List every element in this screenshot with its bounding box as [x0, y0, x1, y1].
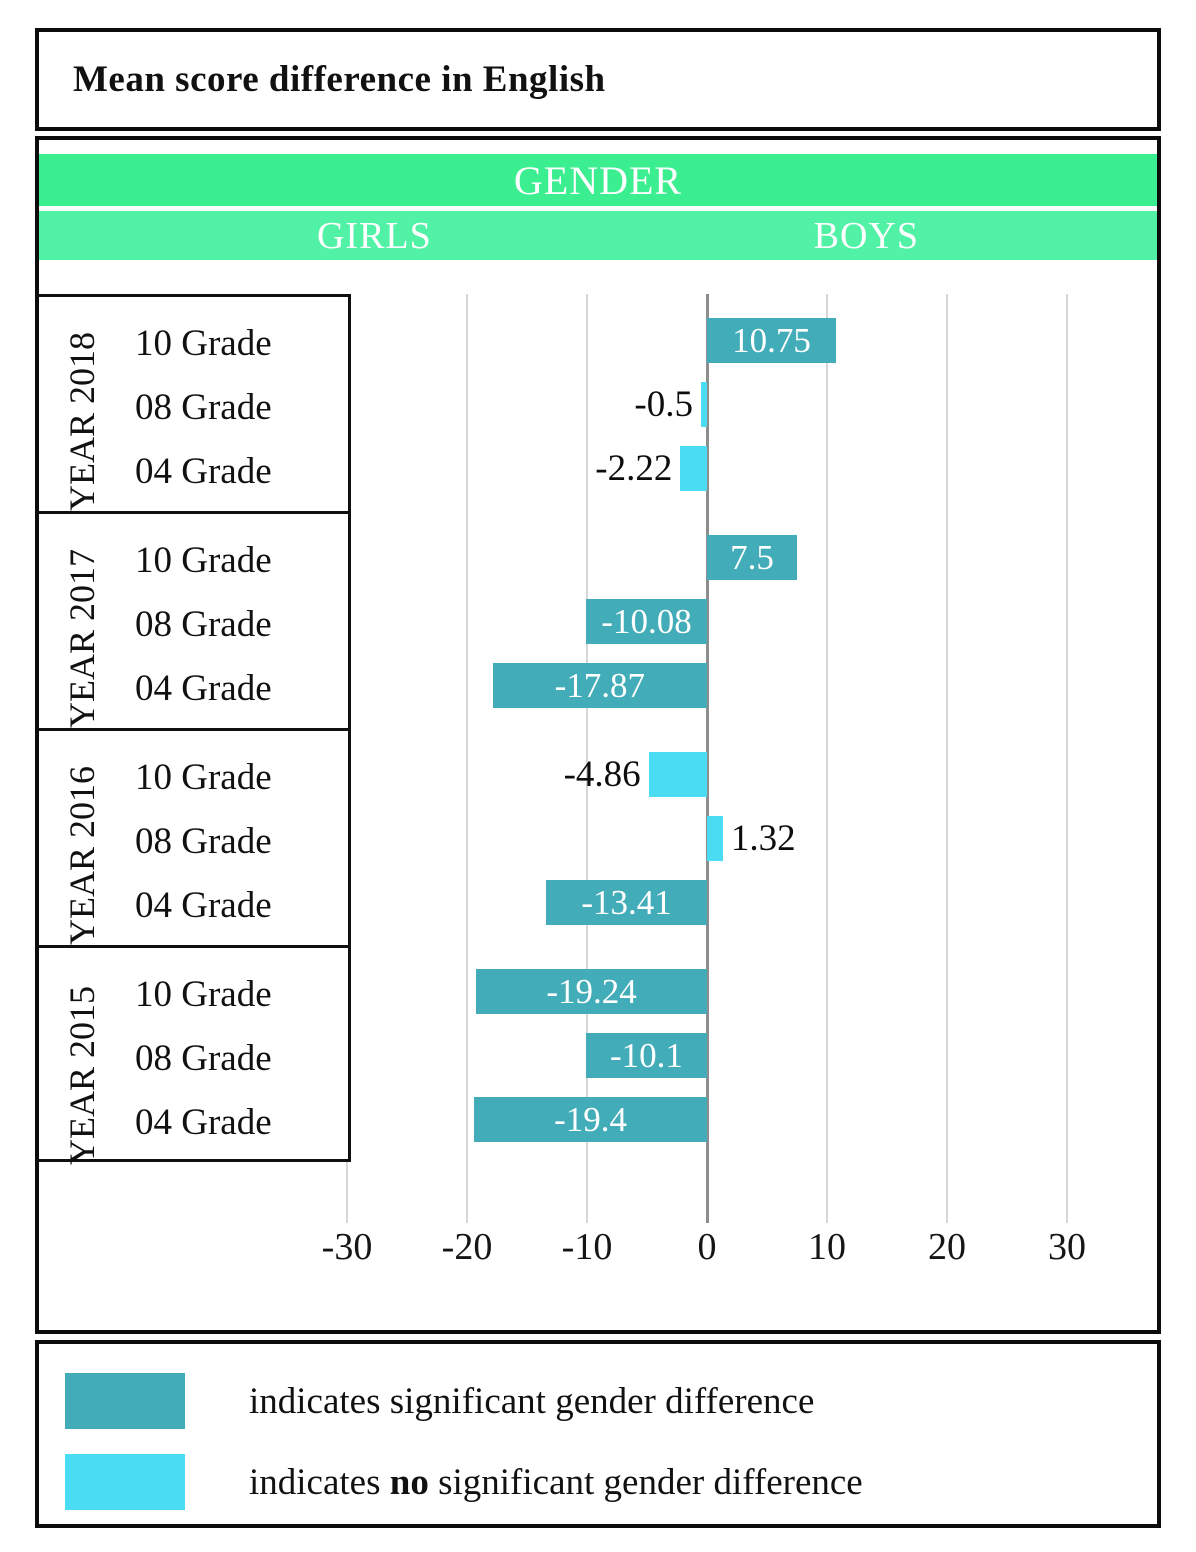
- bar: [707, 318, 836, 363]
- grade-label: 04 Grade: [135, 885, 272, 926]
- gender-header-band: [39, 154, 1157, 206]
- figure-frame: [35, 28, 1161, 1528]
- axis-tick-label: -10: [561, 1226, 613, 1268]
- grade-label: 04 Grade: [135, 451, 272, 492]
- legend-text-significant: [249, 1380, 814, 1423]
- bar: [546, 880, 707, 925]
- bar: [474, 1097, 707, 1142]
- grade-label: 10 Grade: [135, 974, 272, 1015]
- bar: [649, 752, 707, 797]
- bar: [493, 663, 707, 708]
- axis-tick-label: 10: [808, 1226, 846, 1268]
- bar-value-label: -0.5: [634, 384, 693, 425]
- year-label: YEAR 2016: [62, 766, 102, 945]
- girls-column-label: GIRLS: [316, 214, 432, 257]
- grade-label: 10 Grade: [135, 757, 272, 798]
- grade-label: 08 Grade: [135, 604, 272, 645]
- grade-list: [135, 529, 272, 721]
- bar-value-label: -19.4: [554, 1100, 628, 1139]
- bar: [707, 816, 723, 861]
- grade-list: [135, 746, 272, 938]
- year-block: [39, 731, 348, 948]
- legend-item-not-significant: [39, 1454, 1157, 1510]
- bar: [680, 446, 707, 491]
- grade-label: 04 Grade: [135, 1102, 272, 1143]
- bar-value-label: -19.24: [546, 972, 637, 1011]
- gender-header-label: GENDER: [513, 157, 683, 203]
- grade-list: [135, 312, 272, 504]
- year-block: [39, 948, 348, 1165]
- axis-tick-label: 20: [928, 1226, 966, 1268]
- bar-value-label: -10.08: [601, 602, 692, 641]
- legend-text-bold: no: [389, 1461, 429, 1503]
- chart-box: [35, 136, 1161, 1334]
- axis-tick-label: -30: [321, 1226, 373, 1268]
- bar-value-label: -10.1: [609, 1036, 683, 1075]
- significant-color-swatch: [65, 1373, 185, 1429]
- year-label: YEAR 2015: [62, 986, 102, 1165]
- axis-tick-label: 0: [697, 1226, 717, 1268]
- bar-value-label: -4.86: [563, 754, 641, 795]
- legend-text-part: significant gender difference: [428, 1461, 863, 1503]
- legend-text-part: indicates: [249, 1461, 390, 1503]
- girls-boys-band: [39, 211, 1157, 260]
- gridline: [1066, 294, 1068, 1223]
- bar: [586, 1033, 707, 1078]
- year-block: [39, 297, 348, 514]
- legend-box: [35, 1340, 1161, 1528]
- bar: [476, 969, 707, 1014]
- year-block: [39, 514, 348, 731]
- bar-value-label: -17.87: [554, 666, 645, 705]
- bar-value-label: 1.32: [730, 818, 796, 859]
- bar-value-label: -2.22: [595, 448, 673, 489]
- legend-text-not-significant: [249, 1461, 863, 1504]
- no-significant-color-swatch: [65, 1454, 185, 1510]
- bar: [586, 599, 707, 644]
- grade-label: 08 Grade: [135, 1038, 272, 1079]
- grade-label: 10 Grade: [135, 540, 272, 581]
- grade-label: 08 Grade: [135, 821, 272, 862]
- boys-column-label: BOYS: [813, 214, 919, 257]
- bar: [707, 535, 797, 580]
- bar: [701, 382, 707, 427]
- plot-region: [39, 294, 1157, 1284]
- gridline: [826, 294, 828, 1223]
- grade-list: [135, 963, 272, 1155]
- year-label: YEAR 2018: [62, 332, 102, 511]
- bar-value-label: 10.75: [732, 321, 811, 360]
- chart-title: Mean score difference in English: [73, 59, 606, 100]
- gridline: [946, 294, 948, 1223]
- title-box: [35, 28, 1161, 131]
- legend-text-part: indicates significant gender difference: [249, 1380, 815, 1422]
- axis-tick-label: -20: [441, 1226, 493, 1268]
- axis-tick-label: 30: [1048, 1226, 1086, 1268]
- bar-value-label: -13.41: [581, 883, 672, 922]
- year-grade-table: [39, 294, 351, 1165]
- grade-label: 04 Grade: [135, 668, 272, 709]
- legend-item-significant: [39, 1373, 1157, 1429]
- bar-value-label: 7.5: [730, 538, 774, 577]
- grade-label: 10 Grade: [135, 323, 272, 364]
- year-label: YEAR 2017: [62, 549, 102, 728]
- grade-label: 08 Grade: [135, 387, 272, 428]
